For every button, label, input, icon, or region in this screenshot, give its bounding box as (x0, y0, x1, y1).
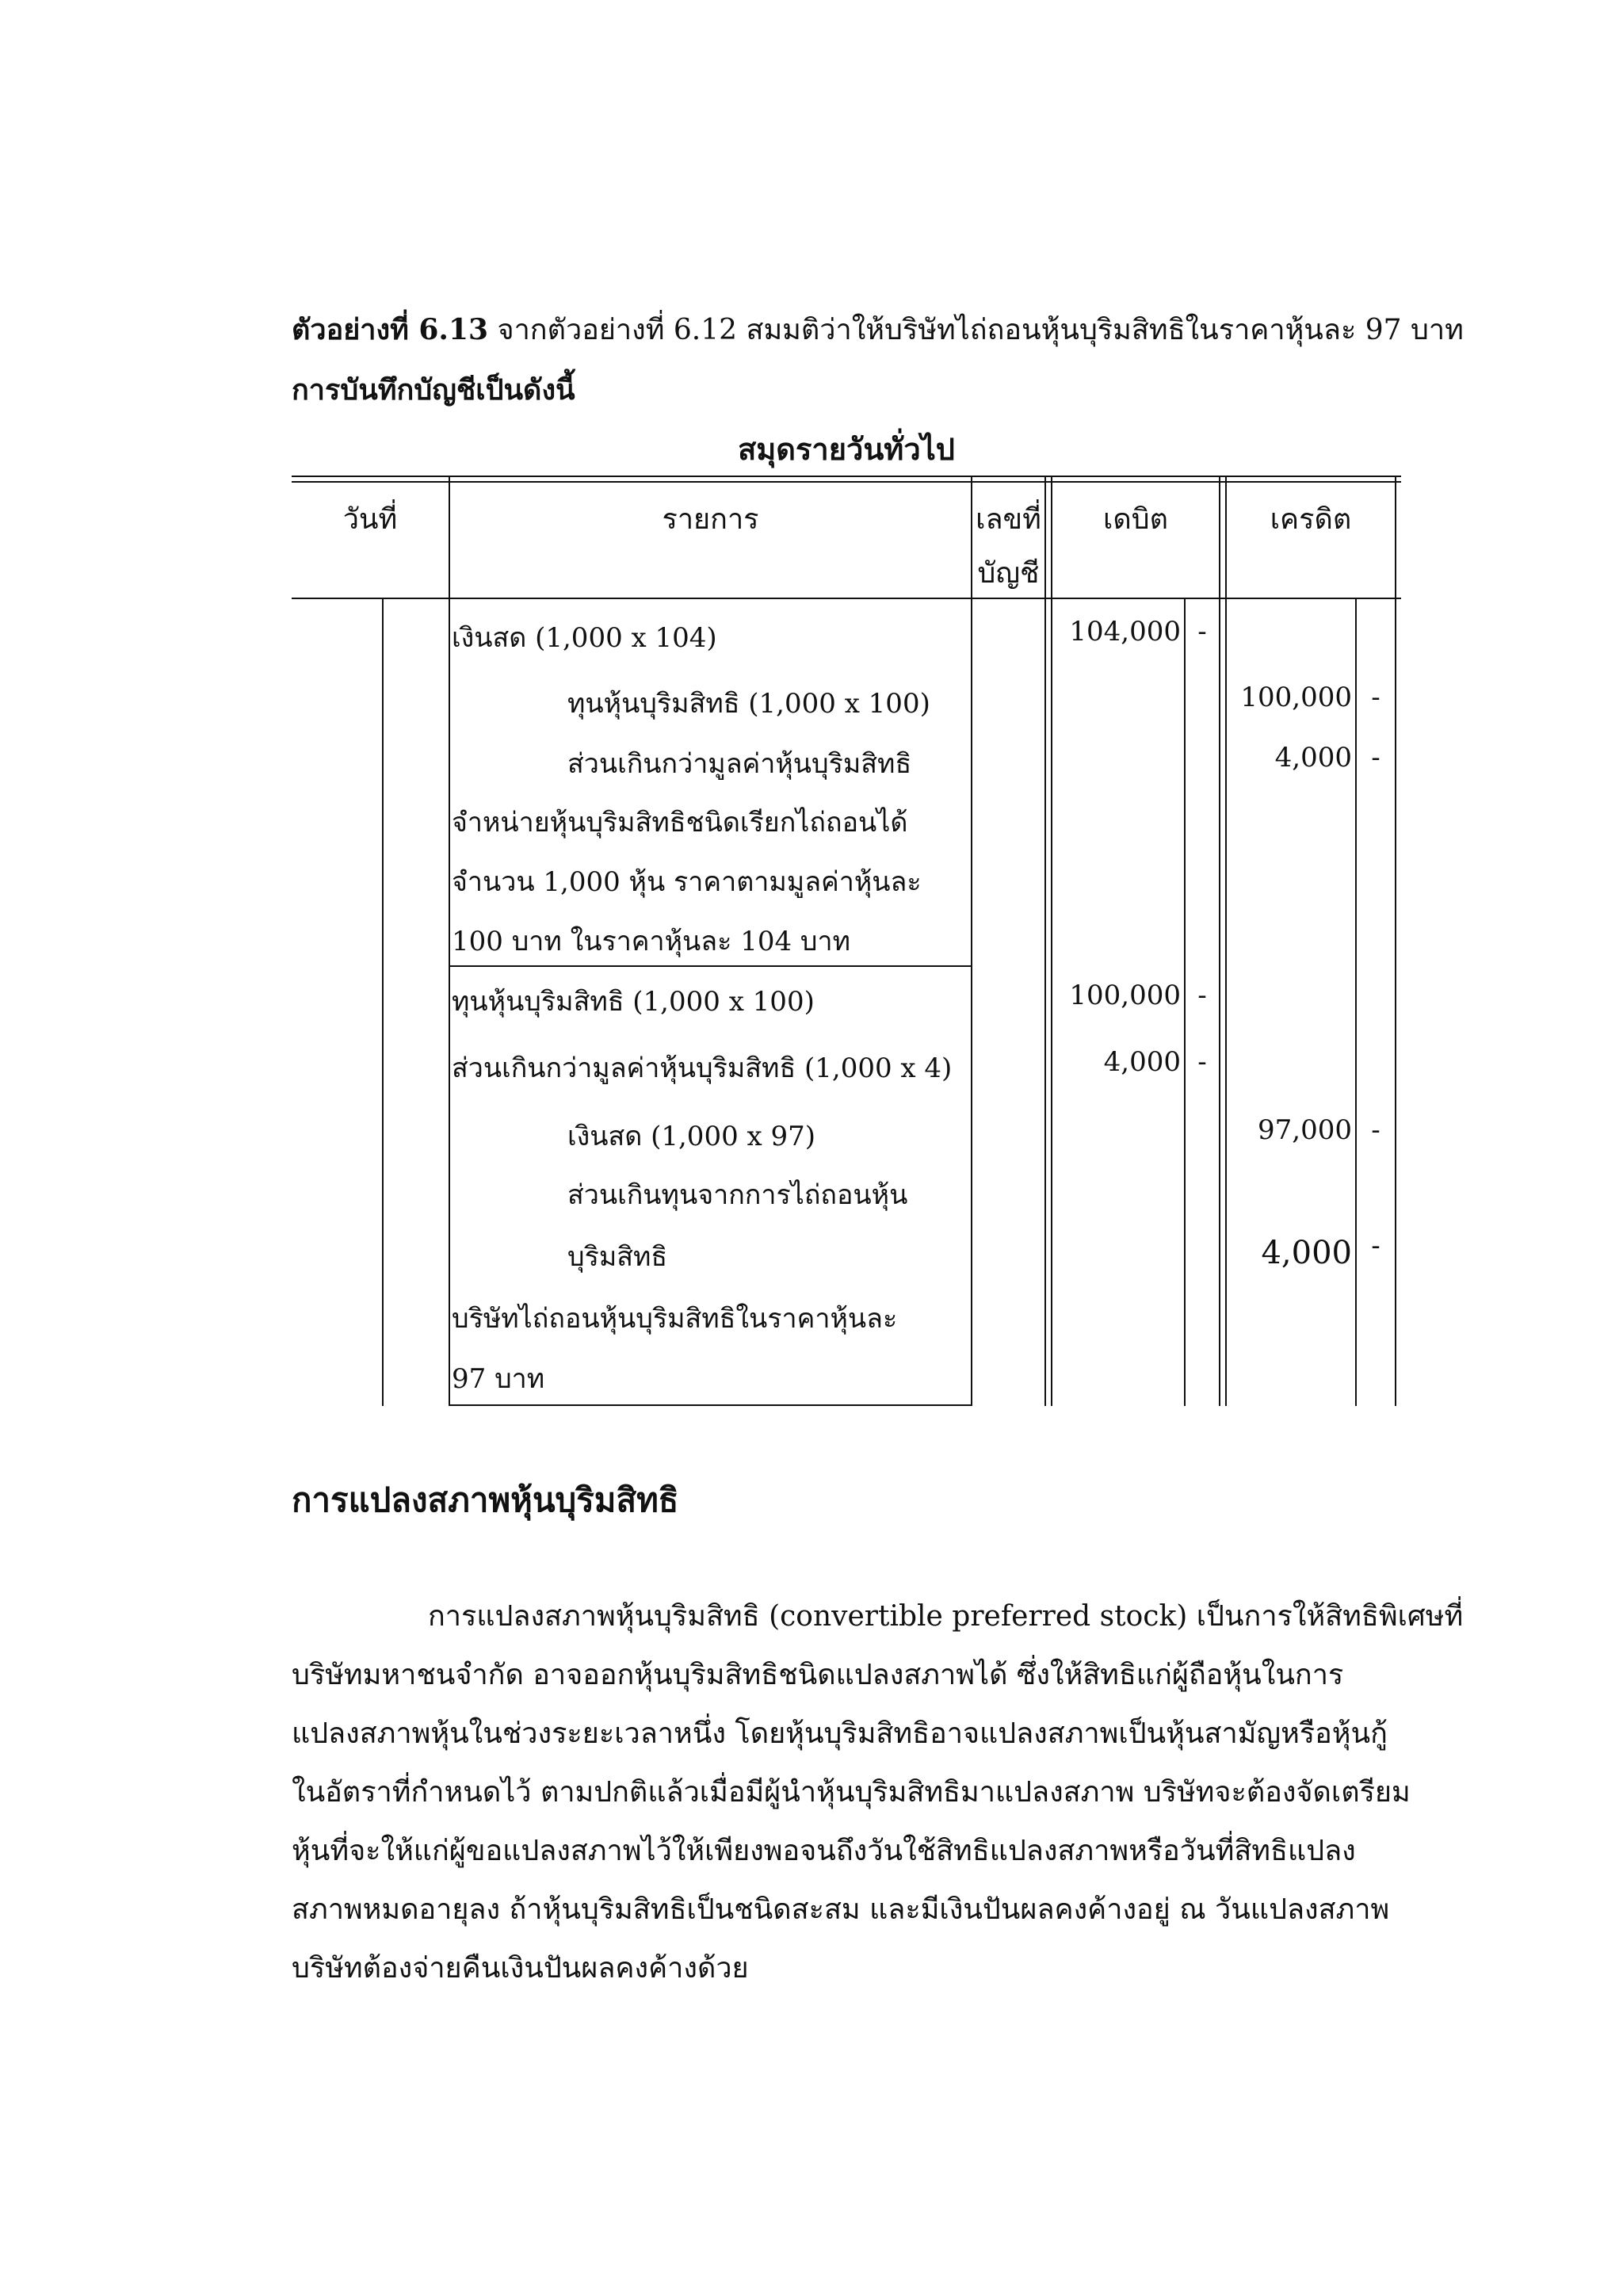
paragraph-line-5: หุ้นที่จะให้แก่ผู้ขอแปลงสภาพไว้ให้เพียงพอจนถึงวันใช้สิทธิแปลงสภาพหรือวันที่สิทธิแปลง (292, 1835, 1356, 1867)
paragraph-line-2: บริษัทมหาชนจำกัด อาจออกหุ้นบุริมสิทธิชนิดแปลงสภาพได้ ซึ่งให้สิทธิแก่ผู้ถือหุ้นในการ (292, 1659, 1344, 1691)
example-label: ตัวอย่างที่ 6.13 (292, 313, 489, 346)
header-bottom-border (292, 598, 1401, 599)
entry1-row1-text: เงินสด (1,000 x 104) (452, 622, 717, 654)
entry2-row4-text: ส่วนเกินทุนจากการไถ่ถอนหุ้น (567, 1179, 908, 1211)
entry1-row2-credit: 100,000 (1240, 682, 1352, 713)
entry2-row5-credit-dash: - (1371, 1230, 1381, 1262)
example-text: จากตัวอย่างที่ 6.12 สมมติว่าให้บริษัทไถ่ถอนหุ้นบุริมสิทธิในราคาหุ้นละ 97 บาท (497, 314, 1464, 346)
header-debit: เดบิต (1103, 503, 1168, 536)
header-credit: เครดิต (1270, 503, 1352, 536)
col-line-desc (971, 476, 972, 1406)
table-top-border (292, 476, 1401, 477)
journal-title: สมุดรายวันทั่วไป (738, 431, 955, 467)
col-line-debit-a (1219, 476, 1220, 1406)
entry2-row2-text: ส่วนเกินกว่ามูลค่าหุ้นบุริมสิทธิ (1,000 x 4) (452, 1052, 953, 1084)
paragraph-line-7: บริษัทต้องจ่ายคืนเงินปันผลคงค้างด้วย (292, 1952, 749, 1985)
entry1-row2-text: ทุนหุ้นบุริมสิทธิ (1,000 x 100) (567, 688, 930, 720)
header-ref-line1: เลขที่ (976, 503, 1041, 536)
entry2-row1-debit: 100,000 (1069, 980, 1181, 1011)
entry2-row3-credit-dash: - (1371, 1114, 1381, 1146)
entry1-row6-text: 100 บาท ในราคาหุ้นละ 104 บาท (452, 926, 850, 957)
col-line-ref-a (1044, 476, 1046, 1406)
entry2-row5-text: บุริมสิทธิ (567, 1241, 668, 1273)
paragraph-line-4: ในอัตราที่กำหนดไว้ ตามปกติแล้วเมื่อมีผู้นำหุ้นบุริมสิทธิมาแปลงสภาพ บริษัทจะต้องจัดเตรียม (292, 1776, 1411, 1809)
entry-bottom (449, 1404, 972, 1406)
col-line-ref-b (1051, 476, 1052, 1406)
col-line-credit-dash (1355, 598, 1357, 1406)
col-line-date (449, 476, 450, 1406)
paragraph-line-3: แปลงสภาพหุ้นในช่วงระยะเวลาหนึ่ง โดยหุ้นบุริมสิทธิอาจแปลงสภาพเป็นหุ้นสามัญหรือหุ้นกู้ (292, 1717, 1388, 1750)
col-line-date-inner (382, 598, 384, 1406)
entry1-row3-credit-dash: - (1371, 742, 1381, 774)
header-ref-line2: บัญชี (977, 557, 1040, 590)
entry2-row3-text: เงินสด (1,000 x 97) (567, 1121, 816, 1152)
entry2-row1-text: ทุนหุ้นบุริมสิทธิ (1,000 x 100) (452, 986, 815, 1018)
entry1-row1-debit-dash: - (1197, 616, 1207, 648)
entry2-row2-debit: 4,000 (1103, 1046, 1181, 1078)
example-intro (292, 308, 1464, 353)
header-description: รายการ (662, 503, 759, 536)
section-heading: การแปลงสภาพหุ้นบุริมสิทธิ (292, 1480, 679, 1519)
paragraph-line-1: การแปลงสภาพหุ้นบุริมสิทธิ (convertible preferred stock) เป็นการให้สิทธิพิเศษที่ (428, 1600, 1464, 1633)
paragraph-line-6: สภาพหมดอายุลง ถ้าหุ้นบุริมสิทธิเป็นชนิดสะสม และมีเงินปันผลคงค้างอยู่ ณ วันแปลงสภาพ (292, 1893, 1390, 1926)
col-line-debit-b (1225, 476, 1227, 1406)
header-date: วันที่ (342, 503, 398, 536)
entry2-row5-credit: 4,000 (1261, 1235, 1352, 1271)
entry2-row6-text: บริษัทไถ่ถอนหุ้นบุริมสิทธิในราคาหุ้นละ (452, 1303, 898, 1335)
entry1-row1-debit: 104,000 (1069, 616, 1181, 648)
entry1-row3-credit: 4,000 (1274, 742, 1352, 774)
entry2-row2-debit-dash: - (1197, 1046, 1207, 1078)
entry2-row7-text: 97 บาท (452, 1363, 545, 1395)
entry2-row3-credit: 97,000 (1258, 1114, 1352, 1146)
table-top-border-2 (292, 481, 1401, 483)
example-subtitle: การบันทึกบัญชีเป็นดังนี้ (292, 373, 575, 407)
entry2-row1-debit-dash: - (1197, 980, 1207, 1011)
col-line-right (1395, 476, 1396, 1406)
entry-separator (449, 965, 972, 967)
entry1-row5-text: จำนวน 1,000 หุ้น ราคาตามมูลค่าหุ้นละ (452, 866, 922, 898)
entry1-row4-text: จำหน่ายหุ้นบุริมสิทธิชนิดเรียกไถ่ถอนได้ (452, 807, 908, 839)
entry1-row3-text: ส่วนเกินกว่ามูลค่าหุ้นบุริมสิทธิ (567, 748, 912, 780)
entry1-row2-credit-dash: - (1371, 682, 1381, 713)
